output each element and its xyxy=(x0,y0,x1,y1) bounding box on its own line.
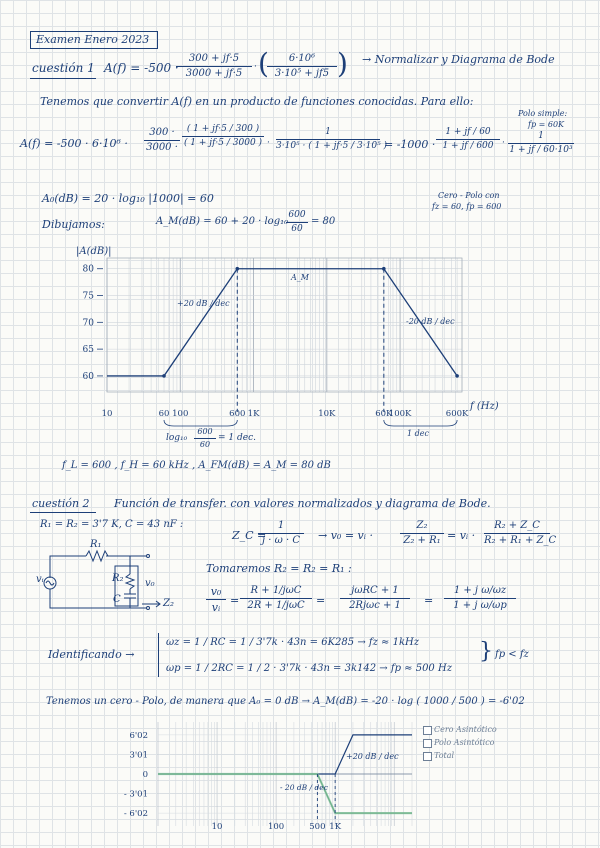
q1-factor2-num: 6·10⁶ xyxy=(267,54,337,67)
circuit-vo-label: v₀ xyxy=(145,578,155,589)
q2-h3-num: jωRC + 1 xyxy=(340,586,410,599)
q2-given: R₁ = R₂ = 3'7 K, C = 43 nF : xyxy=(40,519,184,530)
q2-wp: ωp = 1 / 2RC = 1 / 2 · 3'7k · 43n = 3k142 → fp ≈ 500 Hz xyxy=(166,663,452,674)
q1-label: cuestión 1 xyxy=(32,61,95,75)
q1-paren-close: ) xyxy=(337,47,348,80)
q1-am-den: 60 xyxy=(291,224,303,234)
y-tick-label: 60 xyxy=(82,371,94,382)
q2-h-den: vᵢ xyxy=(211,601,221,614)
q1-dec-rhs: = 1 dec. xyxy=(218,433,256,443)
x-tick-label: 600K xyxy=(445,409,469,419)
q1-dec-lhs: log₁₀ xyxy=(166,433,188,443)
q2-h4-den: 1 + j ω/ωp xyxy=(453,600,507,611)
q1-rewrite-d-den: 1 + jf / 600 xyxy=(442,141,494,151)
am-annotation: A_M xyxy=(291,273,309,282)
q1-rewrite-e-den: 1 + jf / 60·10³ xyxy=(509,145,573,155)
circuit-r1-label: R₁ xyxy=(90,539,102,550)
x-tick-label: 10 xyxy=(211,822,223,832)
q1-am-lhs: A_M(dB) = 60 + 20 · log₁₀ xyxy=(156,216,289,227)
circuit-vi-label: vᵢ xyxy=(36,574,44,585)
x-tick-label: 60 xyxy=(158,409,170,419)
q2-h3-den: 2Rjωc + 1 xyxy=(349,600,401,611)
q1-rewrite-c-num: 1 xyxy=(276,128,380,140)
q1-factor1-den: 3000 + jf·5 xyxy=(185,68,243,79)
q1-intro: Tenemos que convertir A(f) en un producto de funciones conocidas. Para ello: xyxy=(40,95,474,108)
x-tick-label: 500 xyxy=(309,822,326,832)
y-tick-label: - 6'02 xyxy=(123,809,148,820)
decade-annotation: 1 dec xyxy=(407,429,429,438)
y-tick-label: - 3'01 xyxy=(123,789,148,800)
q1-paren-open: ( xyxy=(258,47,269,80)
q2-h-eq3: = xyxy=(424,594,434,607)
legend-zero: Cero Asintótico xyxy=(434,725,497,734)
y-tick-label: 70 xyxy=(82,318,94,329)
q2-ident: Identificando → xyxy=(48,648,135,661)
q2-vo-den: Z₂ + R₁ xyxy=(403,535,441,546)
slope-down-annotation: -20 dB / dec xyxy=(406,317,455,326)
circuit-c-label: C xyxy=(113,594,121,605)
slope-up-annotation: +20 dB / dec xyxy=(346,752,399,761)
y-axis-label: |A(dB)| xyxy=(76,246,112,257)
y-tick-label: 65 xyxy=(82,345,94,356)
q1-am-rhs: = 80 xyxy=(311,216,336,227)
q1-note-zp: Cero - Polo con xyxy=(438,191,500,200)
y-tick-label: 80 xyxy=(82,264,94,275)
slope-down-annotation: - 20 dB / dec xyxy=(280,783,328,792)
q1-dec-num: 600 xyxy=(194,428,216,439)
legend-total: Total xyxy=(434,751,455,760)
q1-a0: A₀(dB) = 20 · log₁₀ |1000| = 60 xyxy=(42,192,214,205)
q1-factor2-den: 3·10⁵ + jf5 xyxy=(274,68,330,79)
q2-wz: ωz = 1 / RC = 1 / 3'7k · 43n = 6K285 → fz ≈ 1kHz xyxy=(166,637,419,648)
y-tick-label: 0 xyxy=(142,770,148,780)
x-axis-label: f (Hz) xyxy=(470,401,499,412)
q2-h-num: v₀ xyxy=(206,586,226,600)
q1-draw-label: Dibujamos: xyxy=(42,218,105,231)
q2-h2-num: R + 1/jωC xyxy=(240,586,312,599)
legend-box-pole xyxy=(423,739,432,748)
q1-rewrite-a-den: 3000 · xyxy=(146,142,178,153)
q1-note-pole: Polo simple: xyxy=(518,109,568,118)
q2-title: Función de transfer. con valores normalizados y diagrama de Bode. xyxy=(114,497,491,510)
q2-zc-num: 1 xyxy=(258,521,304,534)
q2-zc-den: j · ω · C xyxy=(262,535,300,546)
q1-rewrite-lhs: A(f) = -500 · 6·10⁶ · xyxy=(20,137,128,150)
q1-dot: · xyxy=(254,62,257,72)
q1-factor1-num: 300 + jf·5 xyxy=(176,54,252,67)
x-tick-label: 100 xyxy=(172,409,189,419)
legend-pole: Polo Asintótico xyxy=(434,738,495,747)
q2-zc-lhs: Z_C = xyxy=(232,529,267,542)
q2-vo2-num: R₂ + Z_C xyxy=(484,521,550,534)
q2-vo-lhs: → v₀ = vᵢ · xyxy=(318,529,373,542)
q2-h4-num: 1 + j ω/ωz xyxy=(444,586,516,599)
q1-rewrite-d-num: 1 + jf / 60 xyxy=(436,128,500,140)
q1-rewrite-c-den: 3·10⁵ · ( 1 + jf·5 / 3·10⁵ ) xyxy=(276,141,388,151)
q1-rewrite-b-den: ( 1 + jf·5 / 3000 ) xyxy=(183,138,263,148)
q1-rewrite-eq: = -1000 · xyxy=(384,138,436,151)
y-tick-label: 75 xyxy=(82,291,94,302)
x-tick-label: 100 xyxy=(267,822,285,832)
circuit-z2-label: Z₂ xyxy=(163,598,174,609)
q1-rewrite-a-num: 300 · xyxy=(144,128,180,141)
q2-vo-num: Z₂ xyxy=(400,521,444,534)
q1-am-num: 600 xyxy=(286,211,308,223)
q1-rewrite-b-num: ( 1 + jf·5 / 300 ) xyxy=(182,125,264,137)
legend-box-zero xyxy=(423,726,432,735)
q2-h2-den: 2R + 1/jωC xyxy=(247,600,305,611)
x-tick-label: 10 xyxy=(101,409,113,419)
q2-vo-mid: = vᵢ · xyxy=(447,529,476,542)
q2-h-eq2: = xyxy=(316,594,326,607)
q2-compare: fp < fz xyxy=(495,649,529,660)
x-tick-label: 600 xyxy=(229,409,246,419)
q2-take: Tomaremos R₂ = R₂ = R₁ : xyxy=(206,562,352,575)
x-tick-label: 60K xyxy=(375,409,393,419)
legend-box-total xyxy=(423,752,432,761)
q2-h-eq1: = xyxy=(230,594,240,607)
q1-note-zp2: fz = 60, fp = 600 xyxy=(432,202,502,211)
q1-rewrite-dot2: · xyxy=(502,138,505,148)
slope-up-annotation: +20 dB / dec xyxy=(177,299,230,308)
q2-label: cuestión 2 xyxy=(32,497,90,510)
q1-rewrite-e-num: 1 xyxy=(508,132,574,144)
x-tick-label: 1K xyxy=(329,822,342,832)
x-tick-label: 1K xyxy=(247,409,260,419)
q1-transfer: A(f) = -500 · xyxy=(104,61,179,75)
q1-dec-den: 60 xyxy=(199,440,211,449)
circuit-r2-label: R₂ xyxy=(112,573,124,584)
x-tick-label: 100K xyxy=(388,409,412,419)
x-tick-label: 10K xyxy=(318,409,336,419)
exam-title: Examen Enero 2023 xyxy=(36,33,150,46)
q2-brace: } xyxy=(479,639,493,664)
q2-conclusion: Tenemos un cero - Polo, de manera que A₀ = 0 dB → A_M(dB) = -20 · log ( 1000 / 500 ) = -6'02 xyxy=(46,696,525,707)
q1-task: → Normalizar y Diagrama de Bode xyxy=(362,53,555,66)
q1-result: f_L = 600 , f_H = 60 kHz , A_FM(dB) = A_M = 80 dB xyxy=(62,460,331,471)
y-tick-label: 3'01 xyxy=(129,750,148,761)
y-tick-label: 6'02 xyxy=(129,730,148,741)
q1-note-pole2: fp = 60K xyxy=(528,120,565,129)
q2-vo2-den: R₂ + R₁ + Z_C xyxy=(484,535,557,546)
q1-rewrite-dot: · xyxy=(267,138,270,148)
